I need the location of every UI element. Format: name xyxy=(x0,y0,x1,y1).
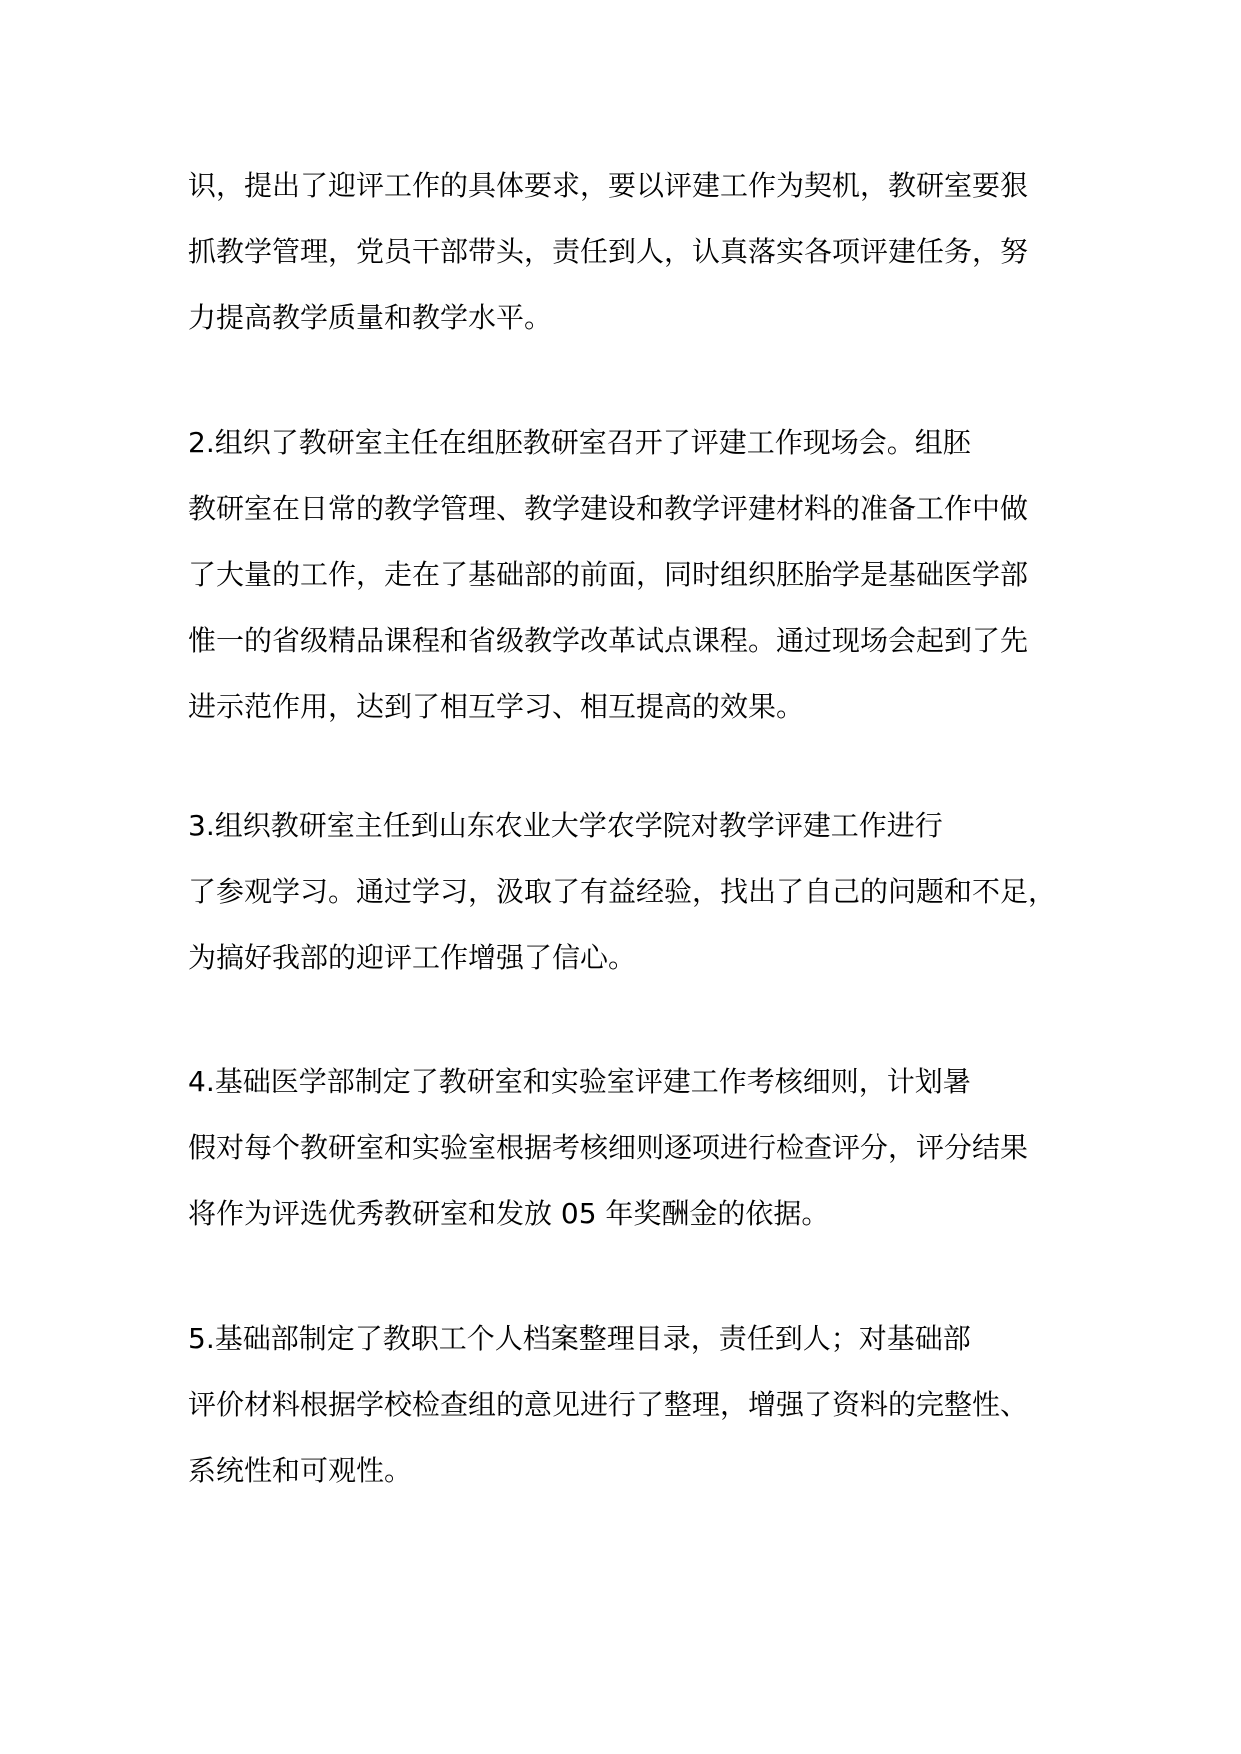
paragraph-3: 3.组织教研室主任到山东农业大学农学院对教学评建工作进行 了参观学习。通过学习，汲取了有益经验，找出了自己的问题和不足， 为搞好我部的迎评工作增强了信心。 xyxy=(188,809,1057,974)
paragraph-2: 2.组织了教研室主任在组胚教研室召开了评建工作现场会。组胚 教研室在日常的教学管理、教学建设和教学评建材料的准备工作中做 了大量的工作，走在了基础部的前面，同时组织胚胎学是基础医学部 惟一的省级精品课程和省级教学改革试点课程。通过现场会起到了先 进示范作用，达到了相互学习、相互提高的效果。 xyxy=(188,426,1029,723)
paragraph-1: 识，提出了迎评工作的具体要求，要以评建工作为契机，教研室要狠 抓教学管理，党员干部带头，责任到人，认真落实各项评建任务，努 力提高教学质量和教学水平。 xyxy=(188,169,1029,334)
paragraph-5: 5.基础部制定了教职工个人档案整理目录，责任到人；对基础部 评价材料根据学校检查组的意见进行了整理，增强了资料的完整性、 系统性和可观性。 xyxy=(188,1322,1029,1487)
paragraph-4: 4.基础医学部制定了教研室和实验室评建工作考核细则，计划暑 假对每个教研室和实验室根据考核细则逐项进行检查评分，评分结果 将作为评选优秀教研室和发放 05 年奖酬金的依据。 xyxy=(188,1065,1029,1230)
